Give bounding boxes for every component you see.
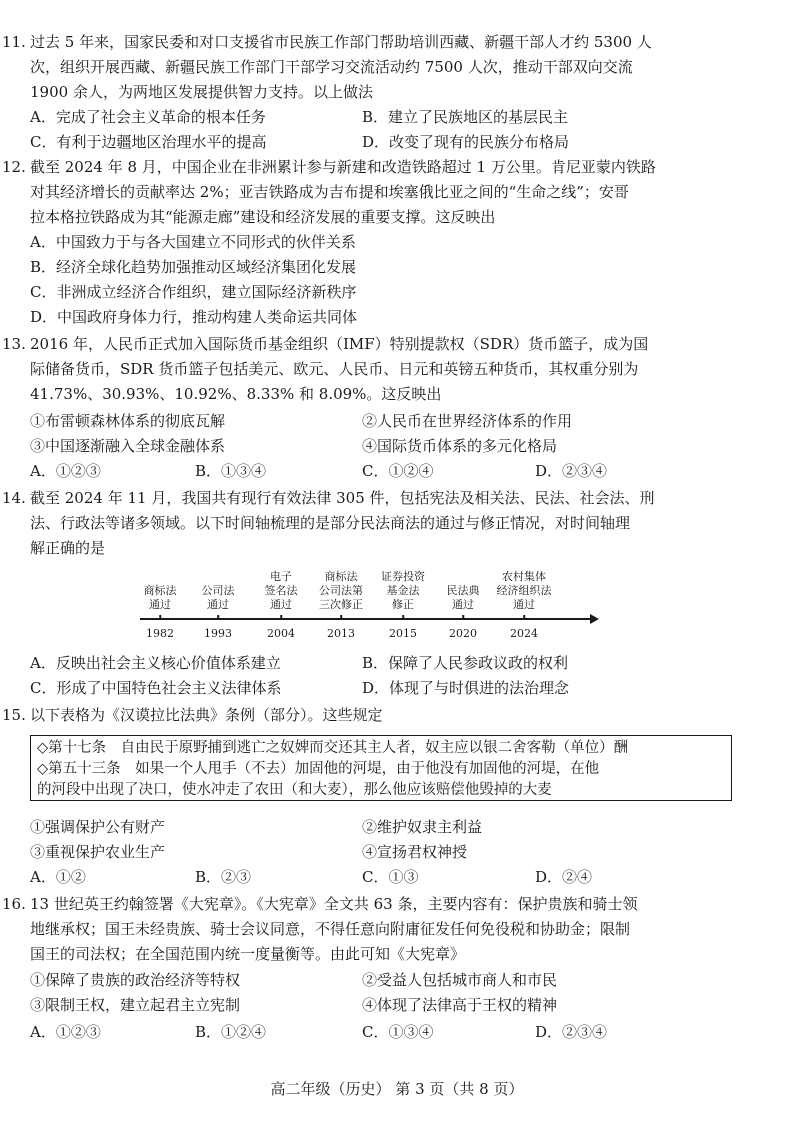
question-number: 12. — [2, 158, 26, 176]
option-b[interactable]: B．建立了民族地区的基层民主 — [362, 108, 569, 126]
question-text: 国王的司法权；在全国范围内统一度量衡等。由此可知《大宪章》 — [30, 945, 466, 963]
timeline-tick — [217, 615, 219, 619]
statement-2: ②受益人包括城市商人和市民 — [362, 971, 558, 989]
option-c[interactable]: C．形成了中国特色社会主义法律体系 — [30, 679, 282, 697]
timeline-tick — [340, 615, 342, 619]
statement-4: ④宣扬君权神授 — [362, 843, 468, 861]
question-text: 对其经济增长的贡献率达 2%；亚吉铁路成为吉布提和埃塞俄比亚之间的“生命之线”；安哥 — [30, 183, 629, 201]
law-timeline — [140, 566, 600, 646]
option-a[interactable]: A．中国致力于与各大国建立不同形式的伙伴关系 — [30, 233, 356, 251]
timeline-label-line: 通过 — [149, 598, 171, 611]
timeline-label-line: 商标法 — [143, 584, 177, 597]
timeline-event-label — [265, 570, 298, 612]
option-a[interactable]: A．①②③ — [30, 1023, 101, 1041]
statement-1: ①布雷顿森林体系的彻底瓦解 — [30, 412, 226, 430]
timeline-label-line: 通过 — [452, 598, 474, 611]
page-footer: 高二年级（历史） 第 3 页（共 8 页） — [270, 1080, 524, 1098]
timeline-label-line: 证券投资 — [381, 570, 425, 583]
timeline-year: 2020 — [449, 627, 477, 640]
option-c[interactable]: C．①③ — [362, 868, 419, 886]
option-d[interactable]: D．②③④ — [535, 462, 608, 480]
option-b[interactable]: B．保障了人民参政议政的权利 — [362, 654, 569, 672]
option-d[interactable]: D．体现了与时俱进的法治理念 — [362, 679, 570, 697]
question-number: 15. — [2, 706, 26, 724]
timeline-label-line: 民法典 — [446, 584, 480, 597]
question-text: 41.73%、30.93%、10.92%、8.33% 和 8.09%。这反映出 — [30, 385, 442, 403]
option-c[interactable]: C．有利于边疆地区治理水平的提高 — [30, 133, 267, 151]
timeline-label-line: 公司法 — [201, 584, 235, 597]
option-d[interactable]: D．②④ — [535, 868, 593, 886]
option-c[interactable]: C．①②④ — [362, 462, 434, 480]
excerpt-line: ◇第五十三条 如果一个人甩手（不去）加固他的河堤，由于他没有加固他的河堤，在他 — [37, 761, 600, 777]
timeline-label-line: 电子 — [270, 570, 292, 583]
timeline-year: 2013 — [327, 627, 355, 640]
question-text: 解正确的是 — [30, 539, 106, 557]
option-c[interactable]: C．非洲成立经济合作组织，建立国际经济新秩序 — [30, 283, 357, 301]
timeline-tick — [280, 615, 282, 619]
timeline-label-line: 基金法 — [386, 584, 420, 597]
question-text: 次，组织开展西藏、新疆民族工作部门干部学习交流活动约 7500 人次，推动干部双向交流 — [30, 58, 633, 76]
option-a[interactable]: A．①② — [30, 868, 86, 886]
question-text: 2016 年，人民币正式加入国际货币基金组织（IMF）特别提款权（SDR）货币篮子，成为国 — [30, 335, 649, 353]
question-number: 14. — [2, 489, 26, 507]
option-b[interactable]: B．①③④ — [195, 462, 267, 480]
statement-4: ④体现了法律高于王权的精神 — [362, 996, 558, 1014]
timeline-label-line: 三次修正 — [319, 598, 363, 611]
statement-1: ①强调保护公有财产 — [30, 818, 166, 836]
timeline-year: 2024 — [510, 627, 538, 640]
option-a[interactable]: A．①②③ — [30, 462, 101, 480]
excerpt-line: 的河段中出现了决口，使水冲走了农田（和大麦），那么他应该赔偿他毁掉的大麦 — [37, 782, 552, 798]
statement-1: ①保障了贵族的政治经济等特权 — [30, 971, 241, 989]
question-text: 拉本格拉铁路成为其“能源走廊”建设和经济发展的重要支撑。这反映出 — [30, 208, 496, 226]
question-text: 法、行政法等诸多领域。以下时间轴梳理的是部分民法商法的通过与修正情况，对时间轴理 — [30, 514, 631, 532]
timeline-label-line: 公司法第 — [319, 584, 363, 597]
question-text: 际储备货币，SDR 货币篮子包括美元、欧元、人民币、日元和英镑五种货币，其权重分别为 — [30, 360, 639, 378]
timeline-label-line: 通过 — [270, 598, 292, 611]
option-c[interactable]: C．①③④ — [362, 1023, 434, 1041]
timeline-year: 1993 — [204, 627, 232, 640]
option-b[interactable]: B．①②④ — [195, 1023, 267, 1041]
timeline-label-line: 通过 — [513, 598, 535, 611]
statement-2: ②维护奴隶主利益 — [362, 818, 483, 836]
question-text: 截至 2024 年 8 月，中国企业在非洲累计参与新建和改造铁路超过 1 万公里。肯尼亚蒙内铁路 — [30, 158, 656, 176]
arrow-right-icon — [590, 614, 599, 624]
timeline-tick — [159, 615, 161, 619]
option-d[interactable]: D．②③④ — [535, 1023, 608, 1041]
timeline-event-label — [202, 584, 235, 612]
timeline-year: 2004 — [267, 627, 295, 640]
question-text: 地继承权；国王未经贵族、骑士会议同意，不得任意向附庸征发任何免役税和协助金；限制 — [30, 920, 631, 938]
option-b[interactable]: B．经济全球化趋势加强推动区域经济集团化发展 — [30, 258, 357, 276]
excerpt-line: ◇第十七条 自由民于原野捕到逃亡之奴婢而交还其主人者，奴主应以银二舍客勒（单位）酬 — [37, 740, 629, 756]
timeline-tick — [462, 615, 464, 619]
timeline-label-line: 签名法 — [264, 584, 298, 597]
timeline-tick — [402, 615, 404, 619]
statement-4: ④国际货币体系的多元化格局 — [362, 437, 558, 455]
option-b[interactable]: B．②③ — [195, 868, 252, 886]
statement-3: ③中国逐渐融入全球金融体系 — [30, 437, 226, 455]
question-number: 13. — [2, 335, 26, 353]
statement-3: ③重视保护农业生产 — [30, 843, 166, 861]
timeline-label-line: 通过 — [207, 598, 229, 611]
timeline-event-label — [381, 570, 425, 612]
timeline-label-line: 农村集体 — [502, 570, 546, 583]
question-text: 13 世纪英王约翰签署《大宪章》。《大宪章》全文共 63 条，主要内容有：保护贵族和骑士领 — [30, 895, 638, 913]
question-text: 1900 余人，为两地区发展提供智力支持。以上做法 — [30, 83, 373, 101]
timeline-event-label — [447, 584, 480, 612]
timeline-label-line: 商标法 — [324, 570, 358, 583]
law-excerpt-box — [30, 735, 732, 801]
question-text: 截至 2024 年 11 月，我国共有现行有效法律 305 件，包括宪法及相关法、民法、社会法、刑 — [30, 489, 655, 507]
timeline-year: 2015 — [389, 627, 417, 640]
question-text: 以下表格为《汉谟拉比法典》条例（部分）。这些规定 — [30, 706, 383, 724]
timeline-event-label — [319, 570, 363, 612]
timeline-label-line: 修正 — [392, 598, 414, 611]
option-d[interactable]: D．中国政府身体力行，推动构建人类命运共同体 — [30, 308, 358, 326]
option-a[interactable]: A．反映出社会主义核心价值体系建立 — [30, 654, 281, 672]
option-a[interactable]: A．完成了社会主义革命的根本任务 — [30, 108, 266, 126]
timeline-event-label — [144, 584, 177, 612]
question-number: 16. — [2, 895, 26, 913]
timeline-event-label — [497, 570, 552, 612]
statement-2: ②人民币在世界经济体系的作用 — [362, 412, 573, 430]
timeline-year: 1982 — [146, 627, 174, 640]
question-number: 11. — [2, 33, 26, 51]
question-text: 过去 5 年来，国家民委和对口支援省市民族工作部门帮助培训西藏、新疆干部人才约 5300 人 — [30, 33, 652, 51]
timeline-tick — [523, 615, 525, 619]
option-d[interactable]: D．改变了现有的民族分布格局 — [362, 133, 570, 151]
timeline-label-line: 经济组织法 — [496, 584, 552, 597]
statement-3: ③限制王权，建立起君主立宪制 — [30, 996, 241, 1014]
